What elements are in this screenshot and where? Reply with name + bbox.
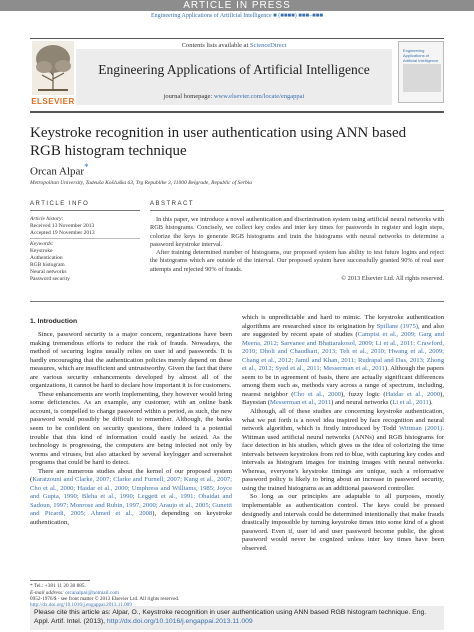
citation-link[interactable]: Cho et al., 2000 [293,390,342,398]
issn-doi: 0952-1976/$ - see front matter © 2013 Elsevier Ltd. All rights reserved. http://dx.doi.org/10.1016/j.engappai.2013.11.009 [30,596,232,608]
citation-link[interactable]: Haidar et al., 2000 [385,390,441,398]
body-column-left: Since, password security is a major concern, organizations have been making tremendous efforts to reduce the risk of frauds. Nowadays, the method of securing logins usually relies on user id and passwords. It is hardly encouraging that the authentication policies merely depend on these measures, which are insufficient and untrustworthy. Given the fact that there are various security enhancements developed by almost all of the organizations, it cannot be hard to declare how important it is for customers. These enhancements are worth implementing, they however would bring some deficiencies. As an example, any customer, with an online bank account, is compelled to change password within a period, as such, the new password would possibly be difficult to remember. Although, the banks seem to be confident on security questions, there indeed is a potential trouble that this kind of information could easily be seized. As the technology is progressing, the computers are being infected not only by worms and viruses, but also attacked by several keylogger and screenshot programs that could be hard to detect. There are numerous studies about the kernel of our proposed system (Karatzouni and Clarke, 2007; Clarke and Furnell, 2007; Kang et al., 2007; Cho et al., 2000; Haidar et al., 2000; Umphress and Williams, 1985; Joyce and Gupta, 1990; Bleha et al., 1990; Leggett et al., 1991; Obaidat and Sadoun, 1997; Monrose and Rubin, 1997, 2000; Araujo et al., 2005; Gunetti and Picardi, 2005; Ahmed et al., 2008), depending on keystroke authentication, [30,331,232,527]
article-info-divider [30,238,140,239]
article-in-press-banner: ARTICLE IN PRESS [0,0,474,11]
footnote-rule [30,580,90,581]
journal-homepage-link[interactable]: www.elsevier.com/locate/engappai [213,93,305,100]
citation-link[interactable]: Wittman (2001) [398,425,443,433]
journal-reference[interactable]: Engineering Applications of Artificial Intelligence ■ (■■■■) ■■■–■■■ [151,13,323,19]
keyword-item: Neural networks [30,269,67,275]
abstract-rule [150,210,444,211]
citation-link[interactable]: Li et al., 2011 [392,399,429,407]
keyword-item: Keystroke [30,248,53,254]
sciencedirect-link[interactable]: ScienceDirect [249,42,287,49]
cover-title: Engineering Applications of Artificial Intelligence [403,48,439,63]
abstract-text: In this paper, we introduce a novel authentication and discrimination system using artificial neural networks with RGB histograms. Concisely, we collect key codes and inter key times for passwords in register and login steps, colorize the keys to generate RGB histograms and train the histograms with neural networks to determine a password keystroke interval. After training determined number of histograms, our proposed system has ability to test future logins and reject the histograms which are outside of the interval. Our proposed system have successfully granted 90% of real user attempts and rejected 90% of frauds. © 2013 Elsevier Ltd. All rights reserved. [150,216,444,283]
keyword-item: RGB histogram [30,262,65,268]
journal-title: Engineering Applications of Artificial Intelligence [98,62,370,77]
article-title: Keystroke recognition in user authentication using ANN based RGB histogram technique [30,125,407,159]
header-bottom-rule [30,111,444,113]
article-history: Article history: Received 13 November 2013 Accepted 19 November 2013 [30,216,95,236]
body-column-right: which is unpredictable and hard to mimic. The keystroke authentication algorithms are researched since its origination by Spillane (1975), and also are suggested by recent spate of studies (Campisi et al., 2009; Garg and Meena, 2012; Sarvanee and Bhattarakosol, 2009; Li et al., 2011; Crawford, 2010; Dholi and Chaudhari, 2013; Teh et al., 2010; Hwang et al., 2009; Chang et al., 2012; Jamil and Khan, 2011; Rudrapal and Das, 2013; Zhong et al., 2012; Syed et al., 2011; Messerman et al., 2011). Although the papers seem to be in agreement of basis, there are actually significant differences among them such as, methods vary across a range of spectrum, including, nearest neighbor (Cho et al., 2000), fuzzy logic (Haidar et al., 2000), Bayesian (Messerman et al., 2011) and neural networks (Li et al., 2011). Although, all of these studies are concerning keystroke authentication, what we put forth is a novel idea inspired by face recognition and neural network algorithm, which is firstly introduced by Todd Wittman (2001). Wittman used artificial neural networks (ANNs) and RGB histograms for face detection in his studies, which gives us the idea of colorizing the time intervals between keystrokes from red to blue, with capturing key codes and intervals as histogram images for training images with neural networks. Whereas, everyone's keystroke timings are unique, such a reformative password policy is likely to bring about an increase in password security, using the trained histograms as an additional password controller. So long as our principles are adaptable to all purposes, mostly implementable as authentication control. The keys could be pressed designedly and intervals could be determined intentionally that make frauds drastically impossible by turning keystroke times into some kind of a ghost password. Even if, user id and user password become public, the ghost password would never be cognized unless inter key times have been observed. [242,314,445,552]
keyword-item: Authentication [30,255,63,261]
top-rule [30,38,444,39]
citation-box: Please cite this article as: Alpar, O., Keystroke recognition in user authentication using ANN based RGB histogram technique. Eng. Appl. Artif. Intel. (2013), http://dx.doi.org/10.1016/j.engappai.2013.11.009 [30,606,444,630]
citation-links[interactable]: Campisi et al., 2009; Garg and Meena, 2012; Sarvanee and Bhattarakosol, 2009; Li et al., 2011; Crawford, 2010; Dholi and Chaudhari, 2013; Teh et al., 2010; Hwang et al., 2009; Chang et al., 2012; Jamil and Khan, 2011; Rudrapal and Das, 2013; Zhong et al., 2012; Syed et al., 2011; Messerman et al., 2011 [242,331,444,373]
elsevier-tree-logo [30,39,76,103]
journal-cover-thumbnail [398,41,444,103]
keywords-block: Keywords: Keystroke Authentication RGB histogram Neural networks Password security [30,241,140,283]
publisher-name: ELSEVIER [31,97,75,106]
copyright-notice: © 2013 Elsevier Ltd. All rights reserved. [341,275,444,283]
cover-image [403,64,441,92]
section-heading-introduction: 1. Introduction [30,318,78,325]
footnotes [30,583,232,597]
citation-doi-link[interactable]: http://dx.doi.org/10.1016/j.engappai.2013.11.009 [106,618,253,625]
article-info-heading: ARTICLE INFO [30,201,90,207]
citation-links[interactable]: Karatzouni and Clarke, 2007; Clarke and Furnell, 2007; Kang et al., 2007; Cho et al., 2000; Haidar et al., 2000; Umphress and Williams, 1985; Joyce and Gupta, 1990; Bleha et al., 1990; Leggett et al., 1991; Obaidat and Sadoun, 1997; Monrose and Rubin, 1997, 2000; Araujo et al., 2005; Gunetti and Picardi, 2005; Ahmed et al., 2008 [30,476,232,518]
author-affiliation: Metropolitan University, Tadeuša Košćuška 63, Trg Republike 3, 11000 Belgrade, Republic of Serbia [30,180,253,186]
keyword-item: Password security [30,276,70,282]
author-name: Orcan Alpar* [30,162,89,178]
author-email-link[interactable]: orcanalpar@hotmail.com [65,590,119,596]
citation-link[interactable]: Spillane (1975) [376,322,418,330]
abstract-heading: ABSTRACT [150,201,195,207]
contents-line: Contents lists available at ScienceDirect [181,42,287,49]
front-matter-rule [30,301,444,302]
citation-link[interactable]: Messerman et al., 2011 [270,399,332,407]
article-info-rule [30,210,140,211]
article-doi-link[interactable]: http://dx.doi.org/10.1016/j.engappai.2013.11.009 [30,602,132,608]
journal-homepage-line: journal homepage: www.elsevier.com/locate/engappai [163,93,305,100]
author-email-line: E-mail address: orcanalpar@hotmail.com [30,590,119,596]
author-phone: * Tel.: +381 11 20 30 885. [30,583,86,589]
author-footnote-mark[interactable]: * [84,162,89,172]
